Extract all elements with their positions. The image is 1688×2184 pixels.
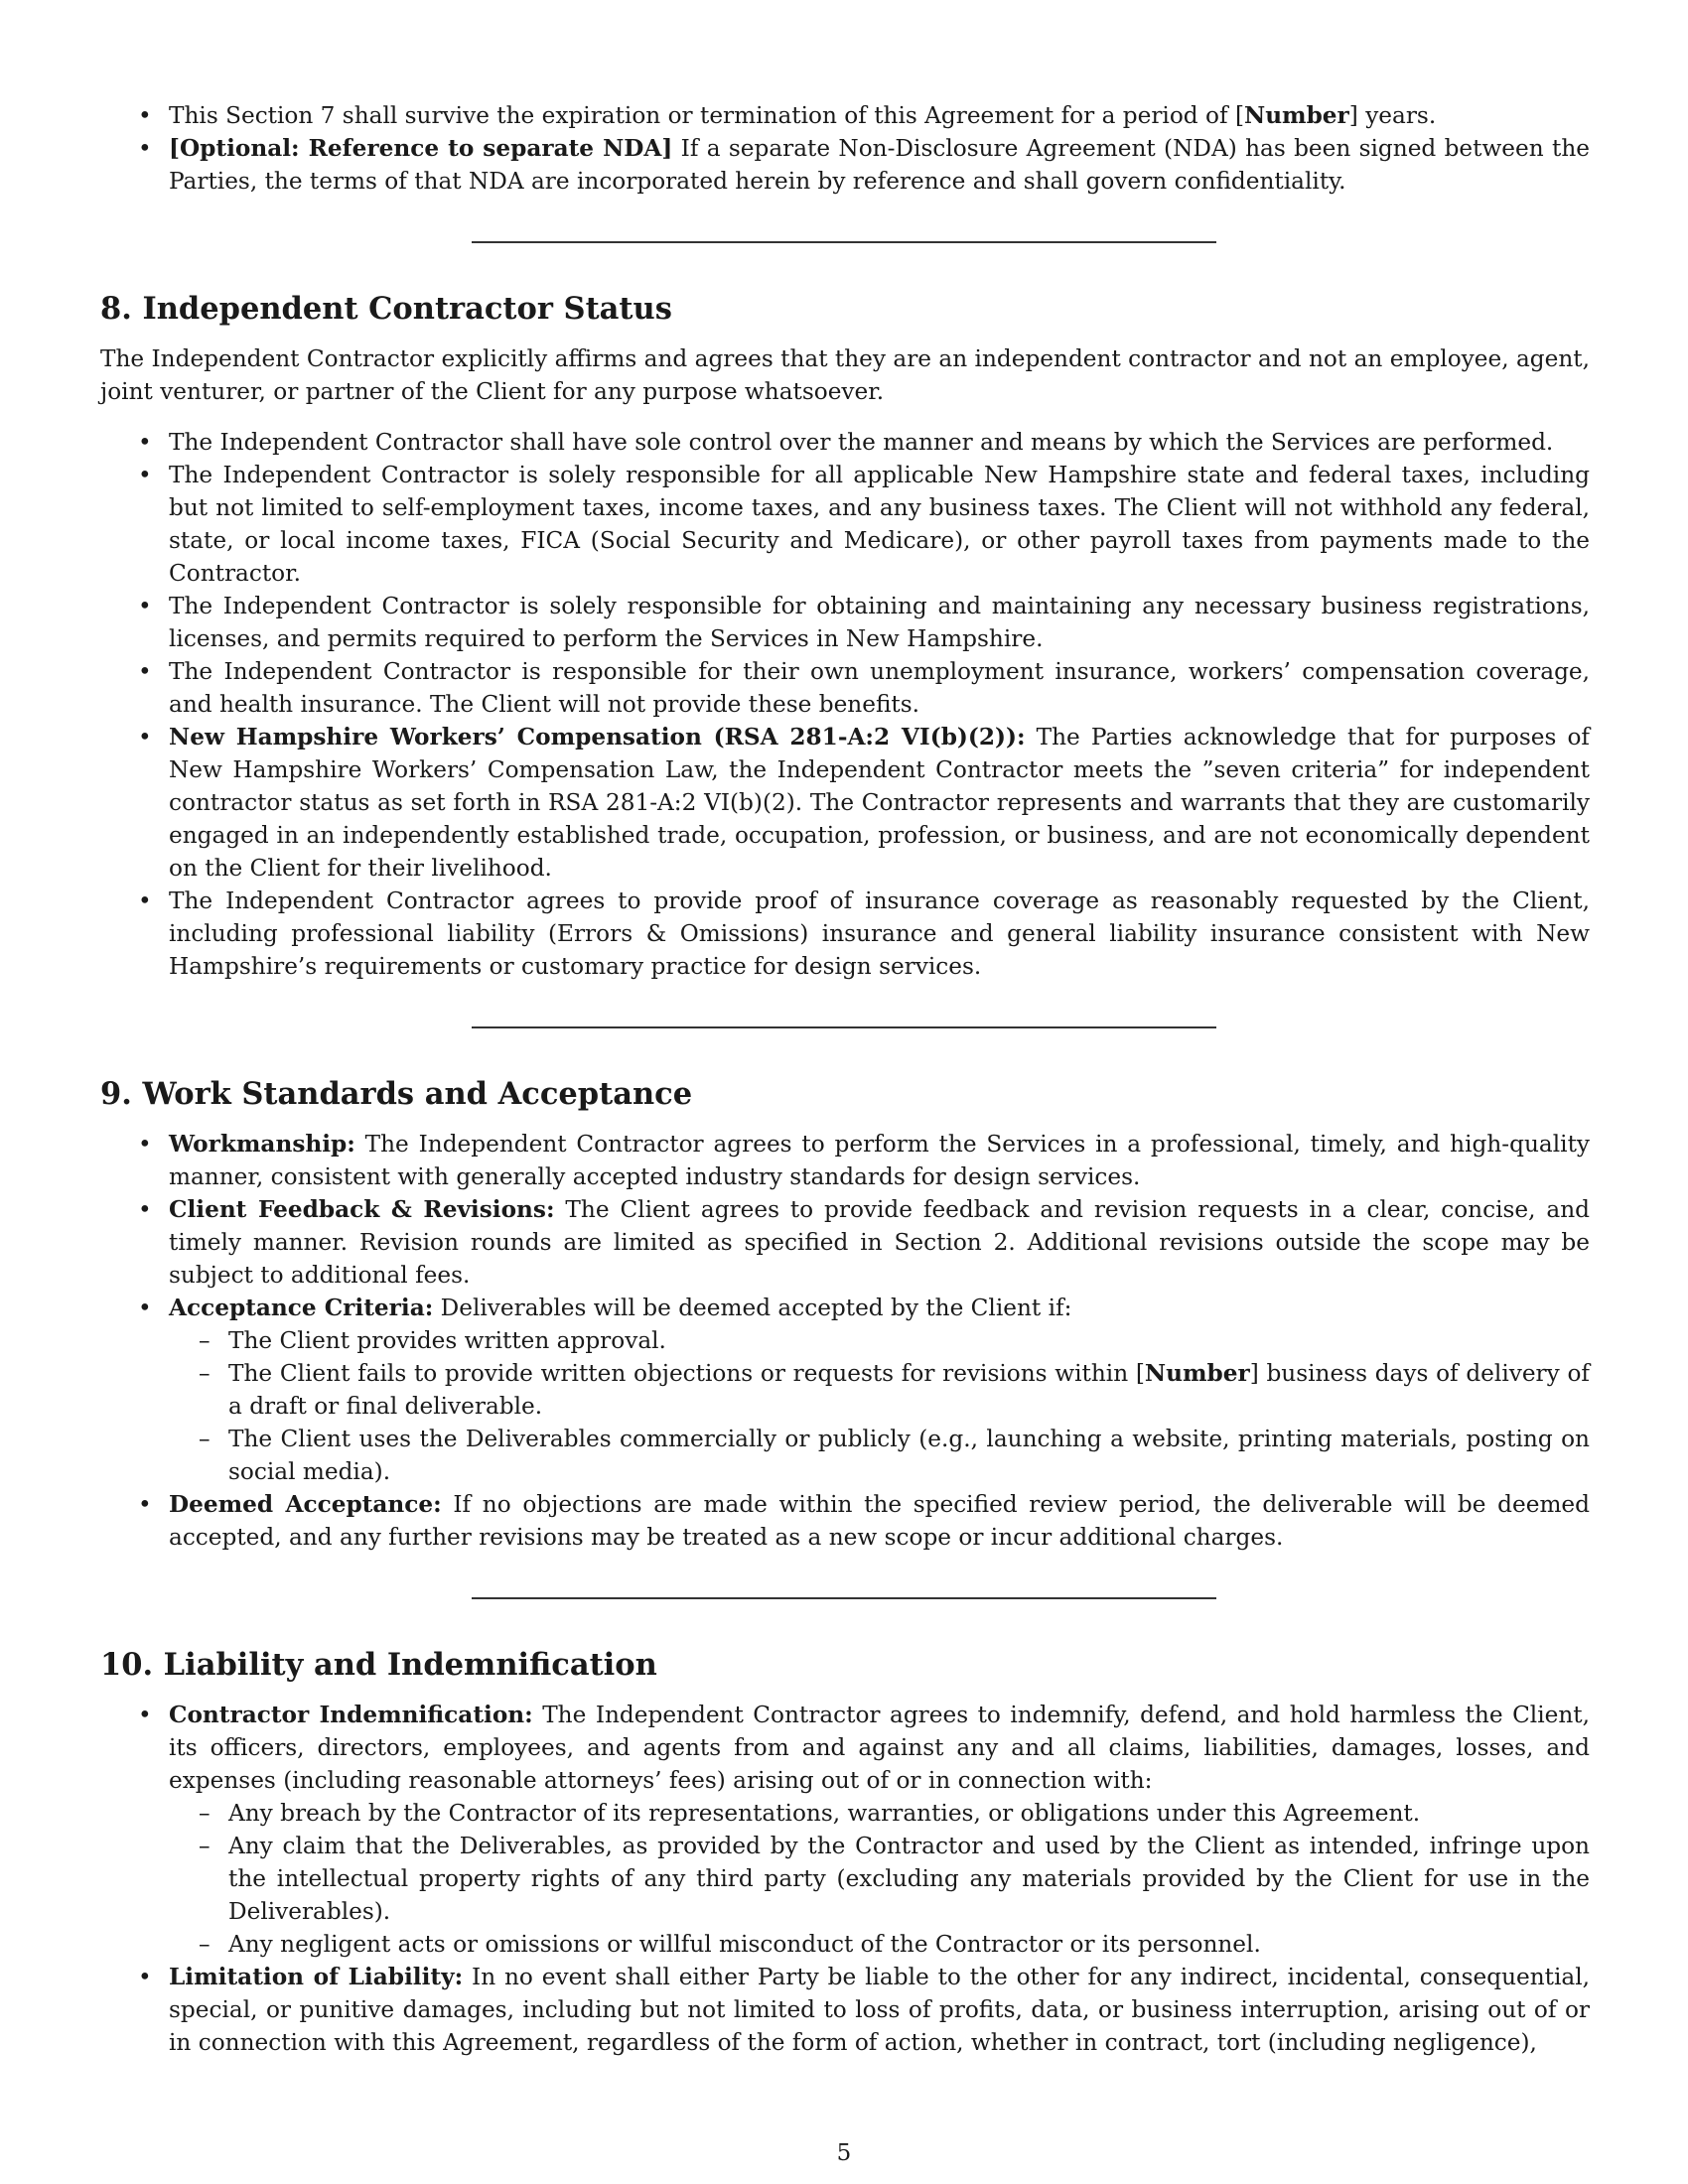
list-item: • Limitation of Liability: In no event shall either Party be liable to the other for any indirect, incidental, consequential, special, or punitive damages, including but not limited to loss of profits, data, or business interruption, arising out of or in connection with this Agreement, regardless of the form of action, whether in contract, tort (including negligence), <box>100 1961 1590 2059</box>
section-9-bullet-list <box>100 1128 1590 1554</box>
section-10-bullet-list <box>100 1699 1590 2059</box>
list-item: • The Independent Contractor agrees to provide proof of insurance coverage as reasonably requested by the Client, including professional liability (Errors & Omissions) insurance and general liability insurance consistent with New Hampshire’s requirements or customary practice for design services. <box>100 885 1590 983</box>
section-9-heading: 9. Work Standards and Acceptance <box>100 1076 693 1112</box>
list-item: • The Independent Contractor is responsible for their own unemployment insurance, workers’ compensation coverage, and health insurance. The Client will not provide these benefits. <box>100 655 1590 721</box>
list-item: • [Optional: Reference to separate NDA] If a separate Non-Disclosure Agreement (NDA) has been signed between the Parties, the terms of that NDA are incorporated herein by reference and shall govern confidentiality. <box>100 132 1590 198</box>
list-item: – Any claim that the Deliverables, as provided by the Contractor and used by the Client as intended, infringe upon the intellectual property rights of any third party (excluding any materials provided by the Client for use in the Deliverables). <box>169 1830 1590 1928</box>
list-item: – The Client uses the Deliverables commercially or publicly (e.g., launching a website, printing materials, posting on social media). <box>169 1423 1590 1488</box>
acceptance-criteria-sublist <box>169 1324 1590 1488</box>
list-item: • Acceptance Criteria: Deliverables will be deemed accepted by the Client if: – The Client provides written approval. – The Client fails to provide written objections or requests for revisions within [Number] business days of delivery of a draft or final deliverable. – The Client uses the Deliverables commercially or publicly (e.g., launching a website, printing materials, posting on social media). <box>100 1292 1590 1488</box>
section-10-heading: 10. Liability and Indemnification <box>100 1647 657 1683</box>
list-item: • New Hampshire Workers’ Compensation (RSA 281-A:2 VI(b)(2)): The Parties acknowledge that for purposes of New Hampshire Workers’ Compensation Law, the Independent Contractor meets the ”seven criteria” for independent contractor status as set forth in RSA 281-A:2 VI(b)(2). The Contractor represents and warrants that they are customarily engaged in an independently established trade, occupation, profession, or business, and are not economically dependent on the Client for their livelihood. <box>100 721 1590 885</box>
list-item: • Client Feedback & Revisions: The Client agrees to provide feedback and revision requests in a clear, concise, and timely manner. Revision rounds are limited as specified in Section 2. Additional revisions outside the scope may be subject to additional fees. <box>100 1193 1590 1292</box>
section-7-bullet-list <box>100 99 1590 198</box>
list-item: – The Client fails to provide written objections or requests for revisions within [Number] business days of delivery of a draft or final deliverable. <box>169 1357 1590 1423</box>
section-8-heading: 8. Independent Contractor Status <box>100 291 672 327</box>
document-page <box>100 99 1590 2059</box>
indemnification-sublist <box>169 1797 1590 1961</box>
section-8-bullet-list <box>100 426 1590 983</box>
list-item: • The Independent Contractor is solely responsible for all applicable New Hampshire state and federal taxes, including but not limited to self-employment taxes, income taxes, and any business taxes. The Client will not withhold any federal, state, or local income taxes, FICA (Social Security and Medicare), or other payroll taxes from payments made to the Contractor. <box>100 459 1590 590</box>
list-item: – The Client provides written approval. <box>169 1324 1590 1357</box>
list-item: • The Independent Contractor shall have sole control over the manner and means by which the Services are performed. <box>100 426 1590 459</box>
page-number: 5 <box>836 2140 852 2166</box>
list-item: – Any breach by the Contractor of its representations, warranties, or obligations under this Agreement. <box>169 1797 1590 1830</box>
list-item: • Workmanship: The Independent Contractor agrees to perform the Services in a professional, timely, and high-quality manner, consistent with generally accepted industry standards for design services. <box>100 1128 1590 1193</box>
list-item: • Contractor Indemnification: The Independent Contractor agrees to indemnify, defend, and hold harmless the Client, its officers, directors, employees, and agents from and against any and all claims, liabilities, damages, losses, and expenses (including reasonable attorneys’ fees) arising out of or in connection with: – Any breach by the Contractor of its representations, warranties, or obligations under this Agreement. – Any claim that the Deliverables, as provided by the Contractor and used by the Client as intended, infringe upon the intellectual property rights of any third party (excluding any materials provided by the Client for use in the Deliverables). – Any negligent acts or omissions or willful misconduct of the Contractor or its personnel. <box>100 1699 1590 1961</box>
section-8-intro: The Independent Contractor explicitly affirms and agrees that they are an independent contractor and not an employee, agent, joint venturer, or partner of the Client for any purpose whatsoever. <box>100 345 1590 405</box>
list-item: – Any negligent acts or omissions or willful misconduct of the Contractor or its personnel. <box>169 1928 1590 1961</box>
list-item: • The Independent Contractor is solely responsible for obtaining and maintaining any necessary business registrations, licenses, and permits required to perform the Services in New Hampshire. <box>100 590 1590 655</box>
list-item: • This Section 7 shall survive the expiration or termination of this Agreement for a period of [Number] years. <box>100 99 1590 132</box>
list-item: • Deemed Acceptance: If no objections are made within the specified review period, the deliverable will be deemed accepted, and any further revisions may be treated as a new scope or incur additional charges. <box>100 1488 1590 1554</box>
